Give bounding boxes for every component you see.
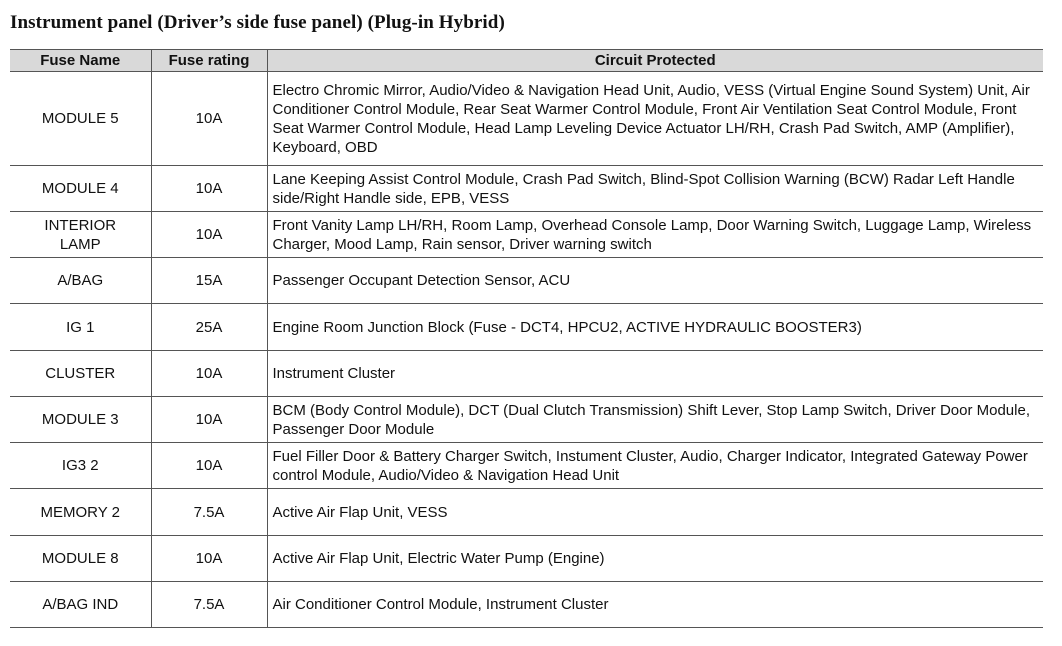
- header-fuse-name: Fuse Name: [10, 50, 151, 72]
- table-row: [10, 212, 1043, 258]
- fuse-name-cell: [10, 304, 151, 351]
- fuse-rating: 10A: [151, 351, 267, 397]
- circuit-protected: Engine Room Junction Block (Fuse - DCT4, HPCU2, ACTIVE HYDRAULIC BOOSTER3): [267, 304, 1043, 351]
- table-row: [10, 443, 1043, 489]
- circuit-protected: BCM (Body Control Module), DCT (Dual Clutch Transmission) Shift Lever, Stop Lamp Switch, Driver Door Module, Passenger Door Module: [267, 397, 1043, 443]
- circuit-protected: Electro Chromic Mirror, Audio/Video & Navigation Head Unit, Audio, VESS (Virtual Engine Sound System) Unit, Air Conditioner Control Module, Rear Seat Warmer Control Module, Front Air Ventilation Seat Control Module, Front Seat Warmer Control Module, Head Lamp Leveling Device Actuator LH/RH, Crash Pad Switch, AMP (Amplifier), Keyboard, OBD: [267, 72, 1043, 166]
- fuse-rating: 15A: [151, 258, 267, 304]
- header-fuse-rating: Fuse rating: [151, 50, 267, 72]
- fuse-rating: 10A: [151, 397, 267, 443]
- fuse-name: MODULE 5: [41, 110, 119, 127]
- fuse-name: A/BAG: [57, 272, 104, 289]
- table-row: [10, 351, 1043, 397]
- table-row: [10, 258, 1043, 304]
- fuse-rating: 7.5A: [151, 489, 267, 536]
- fuse-name: MODULE 8: [41, 550, 119, 567]
- table-header-row: [10, 50, 1043, 72]
- fuse-name-cell: [10, 397, 151, 443]
- fuse-name: MEMORY 2: [40, 503, 120, 521]
- table-row: [10, 72, 1043, 166]
- circuit-protected: Passenger Occupant Detection Sensor, ACU: [267, 258, 1043, 304]
- fuse-table: [10, 49, 1043, 628]
- fuse-name: INTERIOR LAMP: [44, 216, 117, 253]
- header-circuit-protected: Circuit Protected: [267, 50, 1043, 72]
- fuse-rating: 25A: [151, 304, 267, 351]
- fuse-rating: 10A: [151, 443, 267, 489]
- fuse-name-cell: [10, 582, 151, 628]
- fuse-rating: 10A: [151, 72, 267, 166]
- table-row: [10, 536, 1043, 582]
- circuit-protected: Active Air Flap Unit, VESS: [267, 489, 1043, 536]
- fuse-name-cell: [10, 258, 151, 304]
- fuse-name-cell: [10, 536, 151, 582]
- fuse-name: A/BAG IND: [42, 596, 119, 613]
- page-title: Instrument panel (Driver’s side fuse panel) (Plug-in Hybrid): [10, 12, 505, 33]
- table-row: [10, 166, 1043, 212]
- circuit-protected: Front Vanity Lamp LH/RH, Room Lamp, Overhead Console Lamp, Door Warning Switch, Luggage Lamp, Wireless Charger, Mood Lamp, Rain sensor, Driver warning switch: [267, 212, 1043, 258]
- fuse-name-cell: [10, 212, 151, 258]
- circuit-protected: Active Air Flap Unit, Electric Water Pump (Engine): [267, 536, 1043, 582]
- circuit-protected: Fuel Filler Door & Battery Charger Switch, Instument Cluster, Audio, Charger Indicator, Integrated Gateway Power control Module, Audio/Video & Navigation Head Unit: [267, 443, 1043, 489]
- circuit-protected: Instrument Cluster: [267, 351, 1043, 397]
- fuse-name-cell: [10, 72, 151, 166]
- circuit-protected: Lane Keeping Assist Control Module, Crash Pad Switch, Blind-Spot Collision Warning (BCW) Radar Left Handle side/Right Handle side, EPB, VESS: [267, 166, 1043, 212]
- table-row: [10, 582, 1043, 628]
- fuse-name: IG3 2: [61, 457, 99, 474]
- fuse-rating: 10A: [151, 536, 267, 582]
- table-row: [10, 397, 1043, 443]
- table-row: [10, 304, 1043, 351]
- fuse-name-cell: [10, 443, 151, 489]
- fuse-name: CLUSTER: [45, 365, 116, 382]
- table-row: [10, 489, 1043, 536]
- fuse-name-cell: [10, 489, 151, 536]
- circuit-protected: Air Conditioner Control Module, Instrument Cluster: [267, 582, 1043, 628]
- fuse-name-cell: [10, 351, 151, 397]
- fuse-rating: 7.5A: [151, 582, 267, 628]
- fuse-rating: 10A: [151, 212, 267, 258]
- fuse-name: MODULE 4: [41, 180, 119, 197]
- fuse-rating: 10A: [151, 166, 267, 212]
- fuse-name-cell: [10, 166, 151, 212]
- fuse-name: IG 1: [66, 318, 95, 336]
- fuse-name: MODULE 3: [41, 411, 119, 428]
